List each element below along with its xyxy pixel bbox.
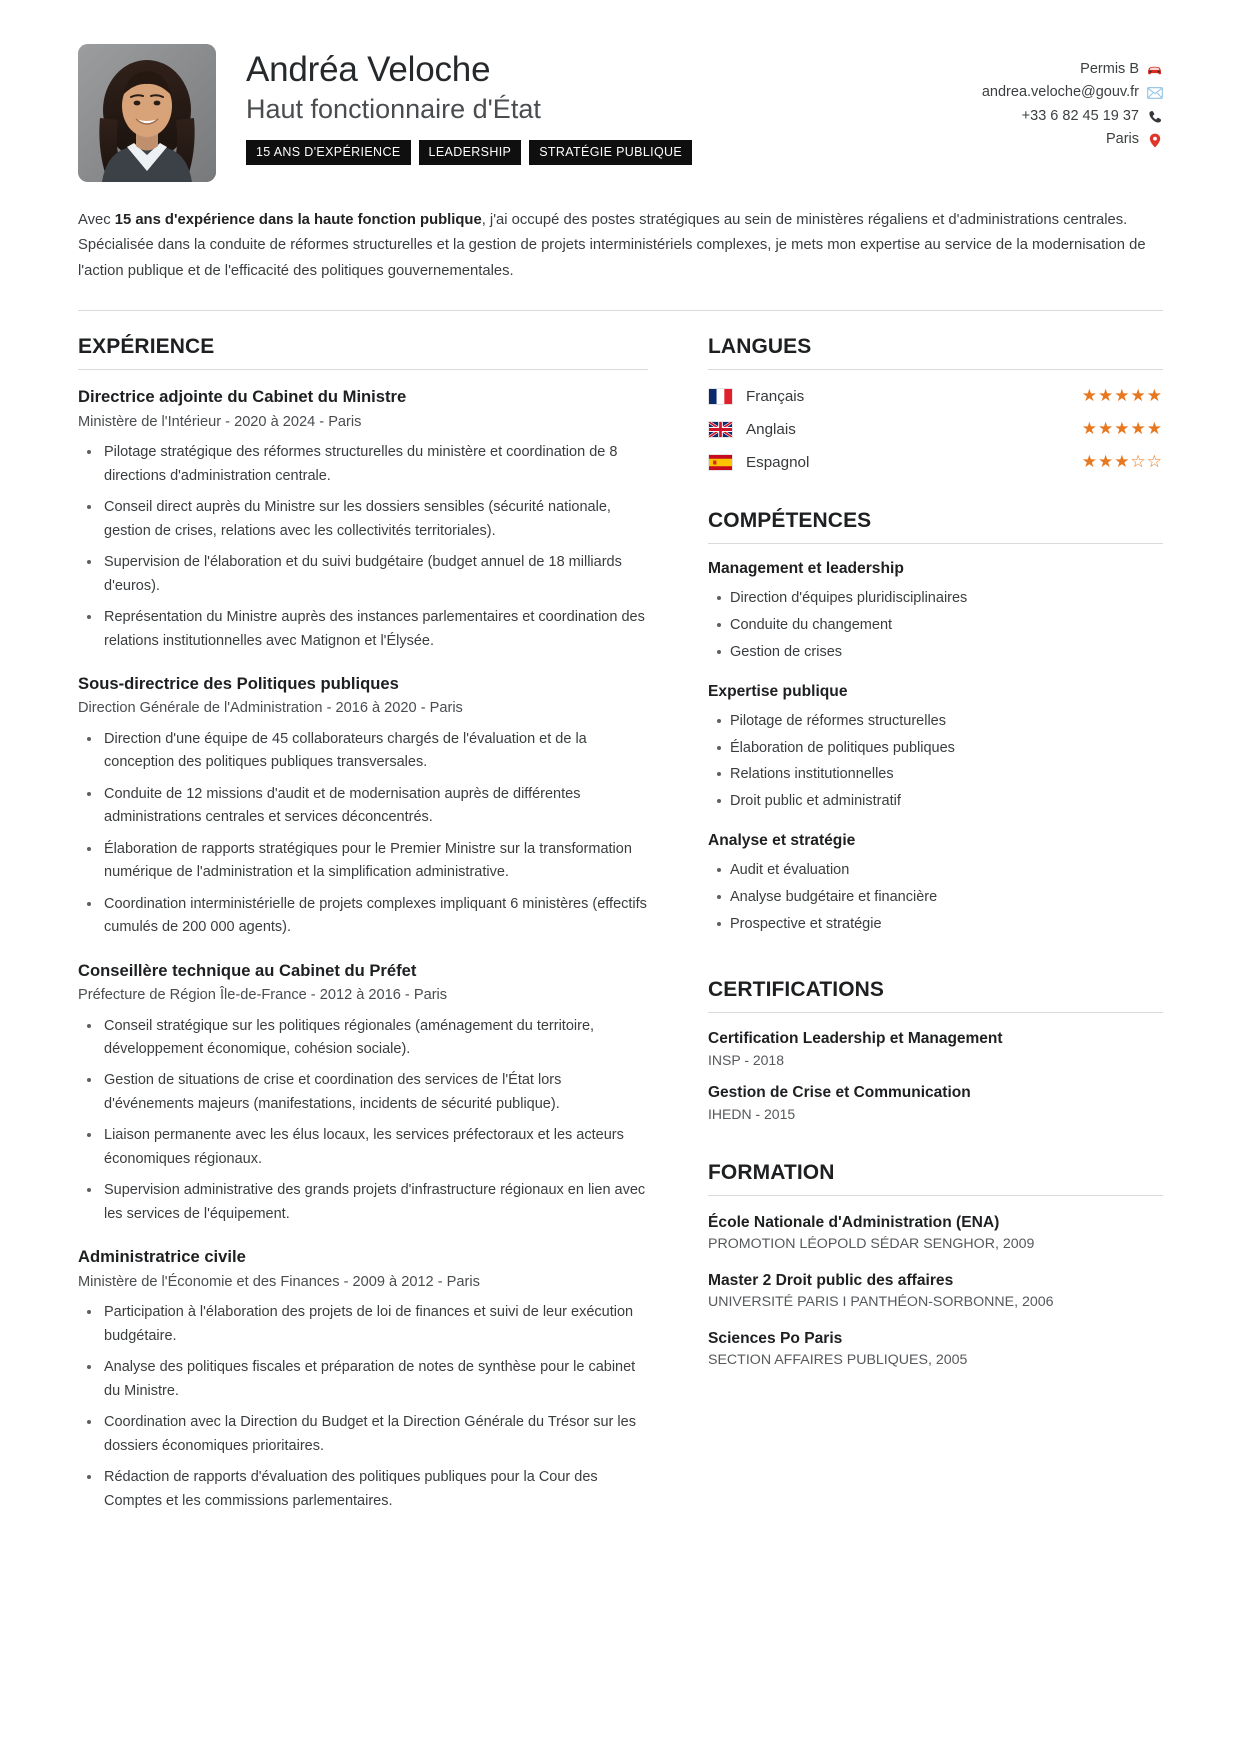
experience-entry [78,673,648,940]
languages-section-title: LANGUES [708,335,812,359]
education-school: Master 2 Droit public des affaires [708,1272,954,1290]
es-flag-icon [708,454,733,471]
certification-item [708,1083,1163,1122]
envelope-icon [1146,87,1163,99]
language-row [708,386,1163,406]
skill-item: Élaboration de politiques publiques [730,735,1163,762]
fr-flag-icon [708,388,733,405]
language-row [708,419,1163,439]
skills-section-title: COMPÉTENCES [708,509,872,533]
experience-meta: Direction Générale de l'Administration - 2016 à 2020 - Paris [78,700,463,717]
contact-email[interactable] [982,81,1163,104]
experience-meta: Ministère de l'Économie et des Finances - 2009 à 2012 - Paris [78,1273,480,1290]
section-rule [708,1012,1163,1013]
avatar [78,44,216,182]
contact-phone[interactable] [982,105,1163,128]
education-item [708,1212,1163,1254]
bullet-item: Pilotage stratégique des réformes structurelles du ministère et coordination de 8 directions d'administration centrale. [100,441,648,488]
section-rule [708,1195,1163,1196]
bullet-item: Gestion de situations de crise et coordination des services de l'État lors d'événements majeurs (manifestations, incidents de sécurité publique). [100,1069,648,1116]
experience-section-title: EXPÉRIENCE [78,335,215,359]
experience-bullets [78,728,648,940]
bullet-item: Conseil direct auprès du Ministre sur les dossiers sensibles (sécurité nationale, gestion de crises, relations avec les collectivités territoriales). [100,496,648,543]
skill-item: Prospective et stratégie [730,911,1163,938]
tag-item: 15 ANS D'EXPÉRIENCE [246,140,411,165]
skill-list [708,708,1163,815]
bullet-item: Analyse des politiques fiscales et préparation de notes de synthèse pour le cabinet du Ministre. [100,1356,648,1403]
contact-permis-label: Permis B [1080,61,1139,77]
certification-name: Gestion de Crise et Communication [708,1084,971,1102]
left-column [78,311,678,1521]
experience-entry [78,1246,648,1513]
header-main [216,44,1163,165]
bullet-item: Coordination interministérielle de projets complexes impliquant 6 ministères (effectifs cumulés de 200 000 agents). [100,893,648,940]
contact-location-value: Paris [1105,131,1139,148]
bullet-item: Rédaction de rapports d'évaluation des politiques publiques pour la Cour des Comptes et les commissions parlementaires. [100,1466,648,1513]
certifications-section-title: CERTIFICATIONS [708,978,885,1002]
skill-group-heading: Management et leadership [708,560,904,578]
skill-group-heading: Analyse et stratégie [708,832,856,849]
car-icon [1146,63,1163,76]
skill-group [708,832,1163,937]
experience-bullets [78,1015,648,1227]
candidate-name: Andréa Veloche [246,50,491,89]
experience-meta: Préfecture de Région Île-de-France - 2012 à 2016 - Paris [78,987,448,1004]
contact-phone-value: +33 6 82 45 19 37 [1021,107,1139,124]
map-pin-icon [1146,133,1163,148]
bullet-item: Conduite de 12 missions d'audit et de modernisation auprès de différentes administrations centrales et services déconcentrés. [100,783,648,830]
experience-role: Conseillère technique au Cabinet du Préfet [78,960,417,980]
experience-bullets [78,1301,648,1513]
tag-item: LEADERSHIP [419,140,522,165]
phone-icon [1146,110,1163,124]
section-rule [708,543,1163,544]
summary-lead: Avec [78,212,115,228]
language-name: Français [746,387,805,405]
contact-block [982,50,1163,152]
education-meta: PROMOTION LÉOPOLD SÉDAR SENGHOR, 2009 [708,1236,1035,1253]
bullet-item: Liaison permanente avec les élus locaux, les services préfectoraux et les acteurs économiques régionaux. [100,1124,648,1171]
certification-meta: INSP - 2018 [708,1052,785,1069]
skill-group [708,683,1163,815]
skill-item: Pilotage de réformes structurelles [730,708,1163,735]
skill-item: Audit et évaluation [730,857,1163,884]
language-name: Anglais [746,420,796,438]
bullet-item: Élaboration de rapports stratégiques pour le Premier Ministre sur la transformation numérique de l'administration et la simplification administrative. [100,838,648,885]
section-rule [78,369,648,370]
language-rating: ★★★★★ [1081,419,1163,439]
experience-role: Administratrice civile [78,1247,246,1267]
skill-item: Droit public et administratif [730,788,1163,815]
resume-header [78,44,1163,182]
education-school: Sciences Po Paris [708,1330,843,1348]
education-section-title: FORMATION [708,1161,835,1185]
contact-email-value: andrea.veloche@gouv.fr [981,84,1139,101]
skill-item: Analyse budgétaire et financière [730,884,1163,911]
certification-item [708,1029,1163,1068]
certification-meta: IHEDN - 2015 [708,1106,796,1123]
bullet-item: Direction d'une équipe de 45 collaborateurs chargés de l'évaluation et de la conception des politiques publiques transversales. [100,728,648,775]
summary-rest: , j'ai occupé des postes stratégiques au sein de ministères régaliens et d'administrations centrales. Spécialisée dans la conduite de réformes structurelles et la gestion de projets interministériels complexes, je mets mon expertise au service de la modernisation de l'action publique et de l'efficacité des politiques gouvernementales. [78,212,1146,279]
skill-item: Gestion de crises [730,639,1163,666]
language-row [708,452,1163,472]
language-rating: ★★★☆☆ [1081,452,1163,472]
education-meta: UNIVERSITÉ PARIS I PANTHÉON-SORBONNE, 2006 [708,1294,1054,1311]
skill-group [708,560,1163,665]
skill-item: Direction d'équipes pluridisciplinaires [730,585,1163,612]
experience-meta: Ministère de l'Intérieur - 2020 à 2024 - Paris [78,413,362,430]
section-rule [708,369,1163,370]
skill-list [708,585,1163,665]
experience-bullets [78,441,648,653]
gb-flag-icon [708,421,733,438]
bullet-item: Conseil stratégique sur les politiques régionales (aménagement du territoire, développement économique, cohésion sociale). [100,1015,648,1062]
experience-role: Directrice adjointe du Cabinet du Ministre [78,387,407,407]
avatar-wrap [78,44,216,182]
summary-bold: 15 ans d'expérience dans la haute fonction publique [114,212,482,228]
contact-permis [982,58,1163,81]
skill-item: Conduite du changement [730,612,1163,639]
language-name: Espagnol [746,453,810,471]
bullet-item: Supervision de l'élaboration et du suivi budgétaire (budget annuel de 18 milliards d'euros). [100,551,648,598]
skill-list [708,857,1163,937]
body-columns [78,311,1163,1521]
certification-name: Certification Leadership et Management [708,1030,1003,1048]
right-column [678,311,1163,1521]
bullet-item: Représentation du Ministre auprès des instances parlementaires et coordination des relations institutionnelles avec Matignon et l'Élysée. [100,606,648,653]
contact-location [982,128,1163,151]
education-school: École Nationale d'Administration (ENA) [708,1214,1000,1232]
education-item [708,1270,1163,1312]
education-meta: SECTION AFFAIRES PUBLIQUES, 2005 [708,1352,968,1369]
experience-role: Sous-directrice des Politiques publiques [78,674,399,693]
tag-list [246,140,982,165]
skill-group-heading: Expertise publique [708,682,848,700]
experience-entry [78,960,648,1227]
bullet-item: Participation à l'élaboration des projets de loi de finances et suivi de leur exécution budgétaire. [100,1301,648,1348]
profile-summary [78,208,1163,284]
bullet-item: Coordination avec la Direction du Budget et la Direction Générale du Trésor sur les dossiers économiques prioritaires. [100,1411,648,1458]
tag-item: STRATÉGIE PUBLIQUE [529,140,692,165]
bullet-item: Supervision administrative des grands projets d'infrastructure régionaux en lien avec les services de l'équipement. [100,1179,648,1226]
skill-item: Relations institutionnelles [730,761,1163,788]
education-item [708,1328,1163,1370]
candidate-job-title: Haut fonctionnaire d'État [246,94,541,125]
experience-entry [78,386,648,653]
language-rating: ★★★★★ [1081,386,1163,406]
